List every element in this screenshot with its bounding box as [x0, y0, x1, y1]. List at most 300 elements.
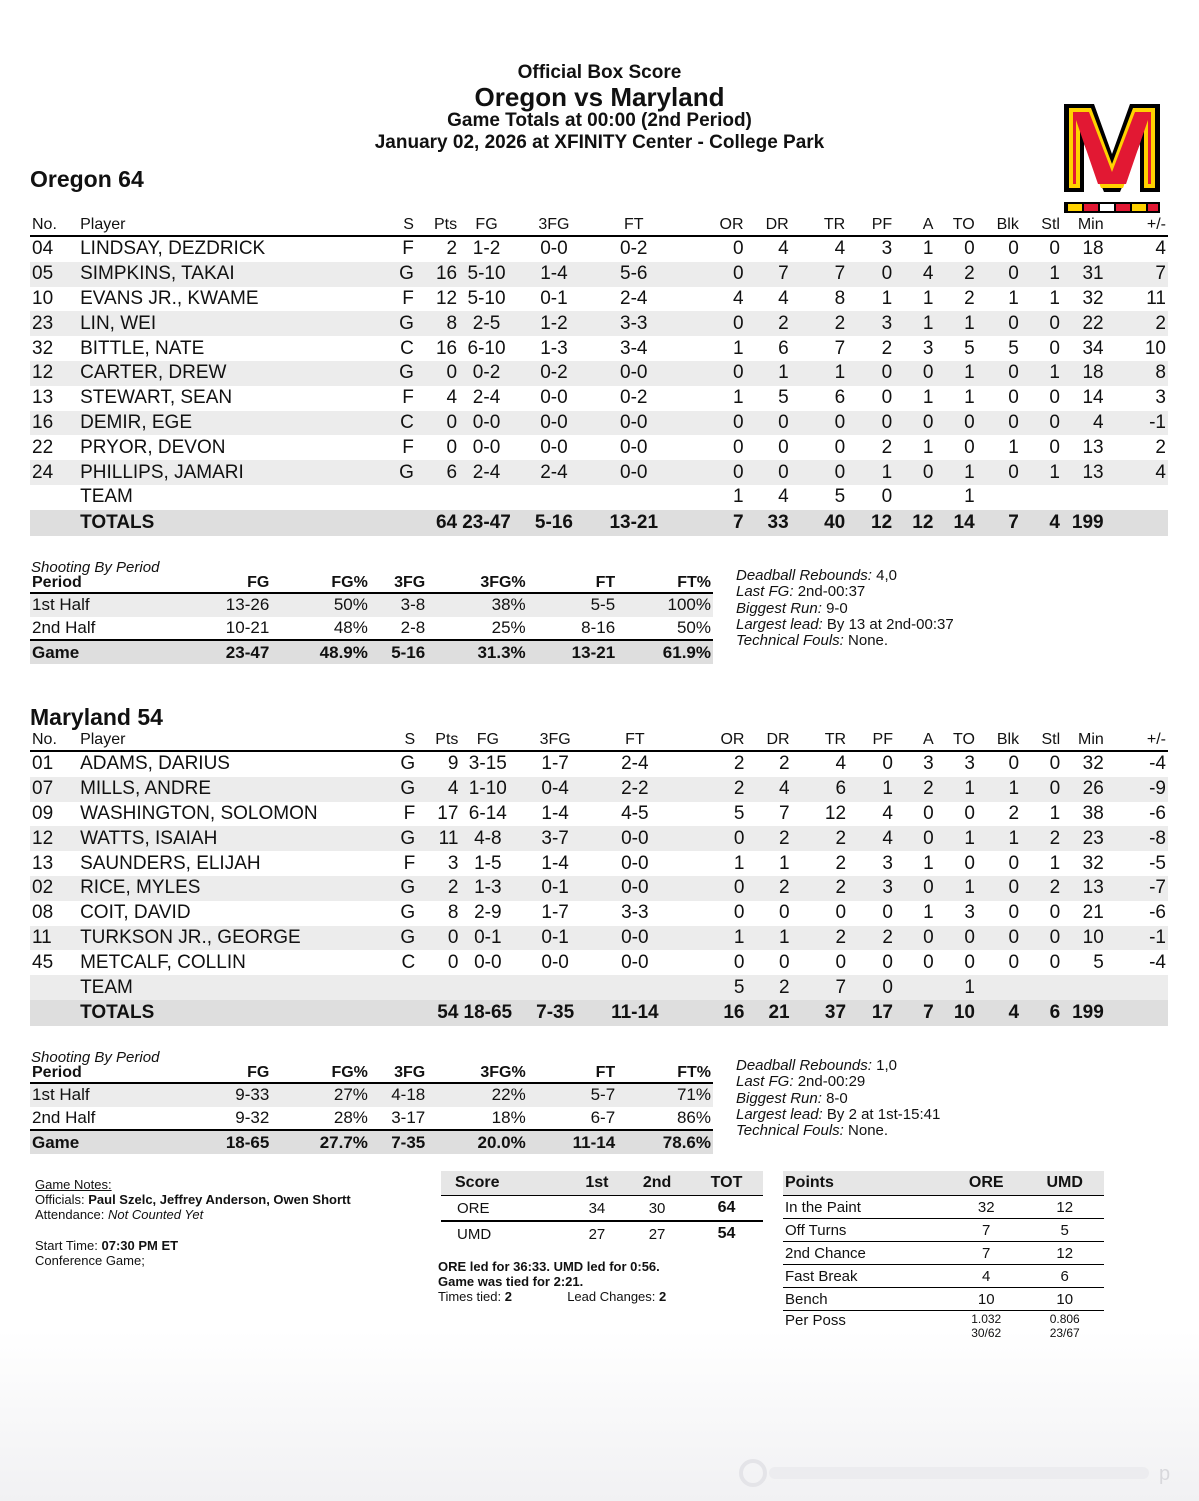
stat-cell	[514, 485, 594, 510]
period-cell: 5-7	[528, 1083, 617, 1107]
period-game-cell: 7-35	[370, 1130, 427, 1154]
player-row	[30, 485, 1168, 510]
stat-cell: 1	[1008, 287, 1019, 309]
stat-cell: 45	[32, 951, 54, 973]
stat-cell: 0-0	[540, 387, 568, 409]
stat-cell: 0	[923, 802, 934, 824]
stat-cell: 13	[32, 387, 54, 409]
stat-cell	[595, 975, 675, 1000]
column-header: No.	[30, 215, 78, 236]
column-header: OR	[675, 730, 747, 751]
team-note-line	[736, 617, 954, 633]
stat-cell: 9	[447, 753, 459, 775]
score-row	[441, 1221, 763, 1246]
stat-cell: 2	[835, 852, 847, 874]
stat-cell: 02	[30, 876, 78, 901]
period-cell: 10-21	[225, 617, 270, 637]
period-game-cell: 11-14	[528, 1130, 617, 1154]
period-game-row	[30, 1130, 713, 1154]
period-column-header: FT	[528, 1064, 617, 1083]
stat-cell: 2-4	[459, 460, 514, 485]
stat-cell: -6	[1149, 802, 1166, 824]
period-column-header: 3FG	[370, 574, 427, 593]
stat-cell: 5	[778, 387, 789, 409]
totals-cell: 5-16	[514, 510, 594, 536]
stat-cell: 1	[894, 311, 935, 336]
stat-cell: -4	[1149, 951, 1166, 973]
score-row	[441, 1196, 763, 1222]
stat-cell: 0-2	[620, 238, 648, 260]
stat-cell: 0	[1049, 753, 1061, 775]
period-game-cell: 61.9%	[617, 640, 713, 664]
stat-cell: -5	[1149, 852, 1166, 874]
per-poss-value: 0.806	[1049, 1312, 1080, 1326]
stat-cell: 2	[935, 262, 976, 287]
period-column-header: FT	[528, 574, 618, 593]
stat-cell: 5-6	[594, 262, 674, 287]
period-cell: 8-16	[581, 617, 616, 637]
period-cell: 50%	[271, 593, 370, 617]
stat-cell: 32	[1082, 287, 1104, 309]
score-cell: 30	[624, 1196, 690, 1222]
player-row	[30, 460, 1168, 485]
stat-cell: 13	[1062, 460, 1106, 485]
stat-cell: 1	[732, 486, 744, 508]
stat-cell: 2	[1021, 876, 1062, 901]
stat-cell: 1-2	[514, 311, 594, 336]
player-row	[30, 876, 1168, 901]
stat-cell: 3	[964, 902, 975, 924]
column-header: S	[373, 215, 416, 236]
stat-cell: 2-2	[595, 777, 675, 802]
stat-cell: 1-3	[540, 337, 568, 359]
stat-cell: 0	[881, 486, 893, 508]
shooting-by-period-table-maryland	[30, 1064, 713, 1154]
stat-cell	[373, 485, 416, 510]
stat-cell: 12	[30, 826, 78, 851]
stat-cell: -9	[1106, 777, 1168, 802]
stat-cell	[1106, 975, 1168, 1000]
score-header-row	[441, 1171, 763, 1196]
stat-cell: 0	[923, 951, 934, 973]
points-cell: 4	[947, 1265, 1025, 1288]
stat-cell: 2	[895, 777, 936, 802]
stat-cell: 1	[1049, 802, 1061, 824]
period-column-header: 3FG%	[427, 574, 527, 593]
points-cell: 10	[947, 1288, 1025, 1311]
stat-cell: 5	[675, 975, 747, 1000]
totals-cell: 21	[746, 1000, 791, 1026]
player-row	[30, 336, 1168, 361]
period-cell: 48%	[333, 617, 368, 637]
stat-cell: 0-0	[540, 238, 568, 260]
stat-cell: 3	[882, 852, 893, 874]
team-note-line	[736, 1074, 940, 1090]
stat-cell: 1	[1021, 361, 1062, 386]
totals-cell: 17	[848, 1000, 895, 1026]
period-game-cell: 20.0%	[427, 1130, 527, 1154]
stat-cell: 3	[922, 337, 934, 359]
stat-cell: 1	[935, 460, 976, 485]
stat-cell: 7	[792, 975, 848, 1000]
totals-cell: TOTALS	[78, 510, 373, 536]
per-poss-ore	[947, 1311, 1025, 1342]
stat-cell: 1	[1021, 460, 1062, 485]
totals-row	[30, 1000, 1168, 1026]
stat-cell	[30, 485, 78, 510]
stat-cell: 09	[32, 802, 54, 824]
stat-cell: 4	[778, 287, 789, 309]
score-team: UMD	[457, 1225, 492, 1243]
stat-cell: 0-0	[472, 436, 501, 458]
stat-cell: 1-10	[460, 777, 515, 802]
period-cell: 28%	[333, 1107, 368, 1127]
points-cell: 6	[1025, 1265, 1104, 1288]
totals-cell	[1106, 1000, 1168, 1026]
stat-cell: 2	[1008, 802, 1020, 824]
stat-cell: 0	[674, 311, 746, 336]
stat-cell: PHILLIPS, JAMARI	[78, 460, 373, 485]
stat-cell: 1	[732, 387, 744, 409]
stat-cell: 7	[791, 262, 848, 287]
stat-cell: WASHINGTON, SOLOMON	[80, 802, 318, 824]
player-row	[30, 751, 1168, 777]
stat-cell: 2-9	[474, 902, 502, 924]
report-header	[0, 62, 1199, 154]
team-note-line	[736, 1091, 940, 1107]
stat-cell: 10	[32, 287, 54, 309]
column-header: Stl	[1021, 730, 1062, 751]
period-cell: 9-32	[235, 1107, 270, 1127]
note-label: Largest lead:	[736, 1105, 823, 1123]
stat-cell: 8	[416, 311, 459, 336]
stat-cell: 0-0	[595, 876, 675, 901]
stat-cell: 16	[416, 262, 459, 287]
stat-cell: 0	[674, 262, 746, 287]
stat-cell: 10	[1144, 337, 1166, 359]
period-cell: 50%	[676, 617, 711, 637]
game-notes-title: Game Notes:	[35, 1177, 112, 1192]
team-notes-maryland	[736, 1058, 940, 1139]
period-row	[30, 1083, 713, 1107]
score-col-header: TOT	[690, 1171, 763, 1196]
player-row	[30, 777, 1168, 802]
totals-cell: 33	[746, 510, 791, 536]
stat-cell: 1	[733, 852, 745, 874]
stat-cell: 12	[435, 287, 458, 309]
points-header-row	[783, 1171, 1104, 1196]
stat-cell: 18	[1062, 361, 1106, 386]
stat-cell: 23	[30, 311, 78, 336]
stat-cell: 0-0	[594, 460, 674, 485]
points-breakdown-table	[783, 1171, 1104, 1341]
column-header: 3FG	[515, 730, 595, 751]
note-value: 8-0	[826, 1089, 848, 1107]
note-label: Biggest Run:	[736, 1089, 822, 1107]
period-cell: 3-8	[370, 593, 427, 617]
totals-cell	[30, 510, 78, 536]
stat-cell: 0	[1021, 926, 1062, 951]
column-header: A	[895, 730, 936, 751]
stat-cell: 1	[923, 852, 934, 874]
stat-cell: 0	[895, 926, 936, 951]
totals-cell: 11-14	[595, 1000, 675, 1026]
stat-cell: 38	[1082, 802, 1104, 824]
stat-cell: 1	[936, 826, 977, 851]
stat-cell: 0	[1008, 852, 1020, 874]
stat-cell: G	[400, 753, 416, 775]
stat-cell: 1	[964, 387, 975, 409]
column-header: PF	[848, 730, 895, 751]
stat-cell: PRYOR, DEVON	[80, 436, 226, 458]
stat-cell: 1	[779, 852, 790, 874]
column-header: Player	[78, 730, 374, 751]
stat-cell	[1021, 485, 1062, 510]
stat-cell: 11	[417, 826, 460, 851]
stat-cell: 04	[32, 238, 54, 260]
player-row	[30, 311, 1168, 336]
period-cell: 9-33	[177, 1083, 271, 1107]
stat-cell: 0	[894, 411, 935, 436]
column-header: FG	[459, 215, 514, 236]
stat-cell: 2-4	[472, 387, 501, 409]
stat-cell: 5	[834, 486, 846, 508]
period-game-cell: 23-47	[177, 640, 271, 664]
stat-cell: 0	[446, 436, 458, 458]
totals-cell: 18-65	[460, 1000, 515, 1026]
stat-cell: 0	[674, 411, 746, 436]
period-row	[30, 617, 713, 641]
period-cell: 13-26	[177, 593, 271, 617]
stat-cell: 1	[847, 460, 894, 485]
totals-cell: 199	[1062, 510, 1106, 536]
period-column-header: 3FG	[370, 1064, 427, 1083]
player-row	[30, 236, 1168, 262]
stat-cell: 3	[964, 753, 975, 775]
stat-cell: 0-0	[620, 436, 648, 458]
stat-cell: 0-0	[595, 926, 675, 951]
stat-cell: 11	[30, 926, 78, 951]
stat-cell: 2	[446, 238, 458, 260]
stat-cell: 4	[778, 486, 789, 508]
stat-cell: 0-0	[621, 951, 649, 973]
period-game-cell: 5-16	[370, 640, 427, 664]
stat-cell: F	[402, 436, 414, 458]
stat-cell: MILLS, ANDRE	[78, 777, 374, 802]
period-column-header: FG%	[271, 574, 370, 593]
period-game-cell: Game	[30, 640, 177, 664]
stat-cell: TEAM	[80, 486, 133, 508]
note-value: 9-0	[826, 599, 848, 617]
stat-cell: 0	[1021, 777, 1062, 802]
stat-cell: G	[373, 262, 416, 287]
stat-cell	[594, 485, 674, 510]
note-value: None.	[848, 632, 889, 650]
maryland-m-logo-icon	[1062, 102, 1162, 216]
period-cell: 18%	[491, 1107, 526, 1127]
stat-cell: 22	[1062, 311, 1106, 336]
stat-cell: 1	[935, 311, 976, 336]
player-row	[30, 802, 1168, 827]
stat-cell: F	[402, 238, 414, 260]
period-cell: 71%	[617, 1083, 713, 1107]
stat-cell: 2	[1155, 436, 1166, 458]
stat-cell: 0-0	[540, 436, 568, 458]
note-value: By 13 at 2nd-00:37	[826, 615, 954, 633]
stat-cell: 3	[881, 238, 893, 260]
stat-cell: 0	[882, 902, 893, 924]
stat-cell: 0	[894, 460, 935, 485]
stat-cell: 0	[417, 926, 460, 951]
stat-cell: 1	[791, 361, 848, 386]
game-status: Game Totals at 00:00 (2nd Period)	[447, 110, 752, 131]
stat-cell: 2	[792, 826, 848, 851]
team-note-line	[736, 568, 954, 584]
stat-cell: 3-15	[468, 753, 507, 775]
shooting-by-period-label: Shooting By Period	[31, 559, 160, 576]
stat-cell: 0	[895, 826, 936, 851]
stat-cell: 0	[848, 975, 895, 1000]
stat-cell: 2	[746, 826, 791, 851]
note-value: 4,0	[876, 567, 897, 584]
totals-cell: 40	[791, 510, 848, 536]
stat-cell: SIMPKINS, TAKAI	[78, 262, 373, 287]
points-cell: 5	[1025, 1219, 1104, 1242]
stat-cell: 0	[935, 411, 976, 436]
period-game-cell: Game	[30, 1130, 177, 1154]
stat-cell: 0	[1008, 951, 1020, 973]
stat-cell: 1	[922, 238, 934, 260]
note-value: None.	[848, 1122, 889, 1140]
stat-cell	[977, 485, 1021, 510]
stat-cell	[30, 975, 78, 1000]
stat-cell: 2	[417, 876, 460, 901]
stat-cell: 2	[746, 975, 791, 1000]
stat-cell: -1	[1106, 411, 1168, 436]
team-note-line	[736, 1123, 940, 1139]
stat-cell: 0	[882, 951, 893, 973]
totals-row	[30, 510, 1168, 536]
stat-cell: 1-7	[541, 753, 569, 775]
player-row	[30, 901, 1168, 926]
stat-cell: 1-3	[460, 876, 515, 901]
stat-cell: 3-3	[621, 902, 649, 924]
stat-cell: 2	[791, 311, 848, 336]
stat-cell: 4	[1106, 460, 1168, 485]
stat-cell: 0	[977, 361, 1021, 386]
column-header: +/-	[1106, 215, 1168, 236]
report-type: Official Box Score	[517, 62, 682, 83]
stat-cell: 0	[882, 753, 893, 775]
stat-cell: 2	[779, 753, 790, 775]
stat-cell: 0	[847, 262, 894, 287]
totals-cell: 7	[895, 1000, 936, 1026]
stat-cell: 7	[834, 337, 846, 359]
column-header: S	[374, 730, 417, 751]
stat-cell: 0-2	[620, 387, 648, 409]
note-label: Largest lead:	[736, 615, 823, 633]
stat-cell: 0	[791, 460, 848, 485]
score-team: ORE	[441, 1196, 570, 1222]
times-tied-value: 2	[504, 1289, 512, 1305]
stat-cell: 5-10	[467, 287, 506, 309]
note-value: 2nd-00:29	[797, 1073, 866, 1091]
svg-text:p: p	[1159, 1463, 1171, 1485]
stat-cell: G	[374, 876, 417, 901]
period-cell: 100%	[617, 593, 713, 617]
stat-cell	[1021, 975, 1062, 1000]
stat-cell: EVANS JR., KWAME	[80, 287, 259, 309]
stat-cell: 0	[1021, 311, 1062, 336]
stat-cell: 31	[1062, 262, 1106, 287]
column-header: FT	[594, 215, 674, 236]
box-score-table-oregon	[30, 215, 1168, 536]
period-column-header: FG%	[271, 1064, 370, 1083]
totals-cell	[374, 1000, 417, 1026]
totals-cell: 64	[416, 510, 459, 536]
stat-cell: 0	[964, 802, 975, 824]
period-game-row	[30, 640, 713, 664]
stat-cell: 13	[1082, 436, 1104, 458]
period-cell: 2nd Half	[32, 1107, 96, 1127]
stat-cell: 0	[778, 436, 789, 458]
stat-cell: 0	[847, 411, 894, 436]
period-cell: 27%	[271, 1083, 370, 1107]
stat-cell: F	[403, 852, 416, 874]
stat-cell: 0	[1008, 238, 1019, 260]
note-value: 2nd-00:37	[797, 583, 866, 601]
period-game-cell: 31.3%	[427, 640, 527, 664]
stat-cell: 0-0	[459, 411, 514, 436]
stat-cell: DEMIR, EGE	[78, 411, 373, 436]
stat-cell: 2-5	[459, 311, 514, 336]
stat-cell: 0	[964, 436, 975, 458]
stat-cell: 32	[1082, 753, 1104, 775]
stat-cell	[895, 975, 936, 1000]
stat-cell: 3	[1155, 387, 1166, 409]
stat-cell: 3	[447, 852, 459, 874]
period-header-row	[30, 1064, 713, 1083]
team-note-line	[736, 1058, 940, 1074]
stat-cell: 0	[835, 902, 847, 924]
score-total: 64	[690, 1196, 763, 1222]
officials-line: Officials: Paul Szelc, Jeffrey Anderson, Owen Shortt	[35, 1192, 351, 1208]
score-cell: 27	[588, 1225, 606, 1243]
stat-cell: 0	[1049, 951, 1061, 973]
column-header: TO	[936, 730, 977, 751]
stat-cell: METCALF, COLLIN	[80, 951, 246, 973]
stat-cell: 0	[1008, 387, 1019, 409]
period-cell: 4-18	[370, 1083, 427, 1107]
stat-cell: 0-1	[540, 287, 568, 309]
stat-cell: 1	[881, 287, 893, 309]
period-cell: 25%	[491, 617, 526, 637]
stat-cell: 0	[1008, 753, 1020, 775]
totals-cell: 16	[675, 1000, 747, 1026]
column-header: Blk	[977, 215, 1021, 236]
totals-cell: TOTALS	[78, 1000, 374, 1026]
note-value: 1,0	[876, 1057, 897, 1074]
stat-cell: 0-4	[515, 777, 595, 802]
stat-cell: 1-5	[474, 852, 502, 874]
stat-cell: 0	[1021, 411, 1062, 436]
stat-cell: 1-4	[514, 262, 594, 287]
stat-cell: 4	[732, 287, 744, 309]
points-column-header: ORE	[947, 1171, 1025, 1196]
game-notes	[35, 1177, 351, 1268]
stat-cell: 0-1	[515, 876, 595, 901]
totals-cell: 4	[1021, 510, 1062, 536]
